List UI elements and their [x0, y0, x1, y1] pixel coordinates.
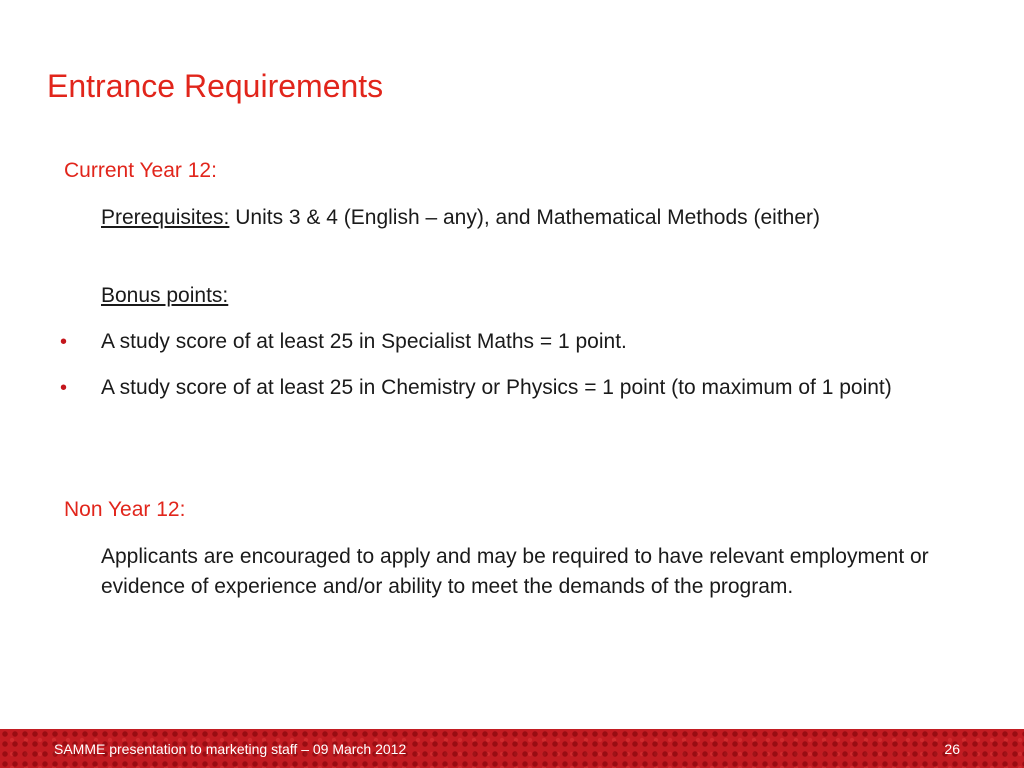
- bullet-text: A study score of at least 25 in Chemistry or Physics = 1 point (to maximum of 1 point): [101, 376, 892, 399]
- non-year-paragraph: Applicants are encouraged to apply and may be required to have relevant employment or evidence of experience and/or ability to meet the demands of the program.: [101, 545, 929, 598]
- bonus-points-label: Bonus points:: [101, 284, 229, 307]
- footer-text: SAMME presentation to marketing staff – 09 March 2012: [54, 741, 407, 757]
- current-year-heading: Current Year 12:: [64, 159, 217, 182]
- prerequisites-label: Prerequisites:: [101, 206, 230, 229]
- bullet-icon: •: [60, 331, 68, 353]
- bonus-points-paragraph: [101, 281, 951, 311]
- footer-bar: [0, 729, 1024, 768]
- prerequisites-text: Units 3 & 4 (English – any), and Mathematical Methods (either): [229, 206, 820, 229]
- page-number: 26: [944, 741, 960, 757]
- non-year-heading: Non Year 12:: [64, 498, 186, 521]
- bullet-icon: •: [60, 377, 68, 399]
- bullet-text: A study score of at least 25 in Specialist Maths = 1 point.: [101, 330, 627, 353]
- prerequisites-paragraph: [101, 203, 951, 233]
- slide-title: Entrance Requirements: [47, 68, 384, 104]
